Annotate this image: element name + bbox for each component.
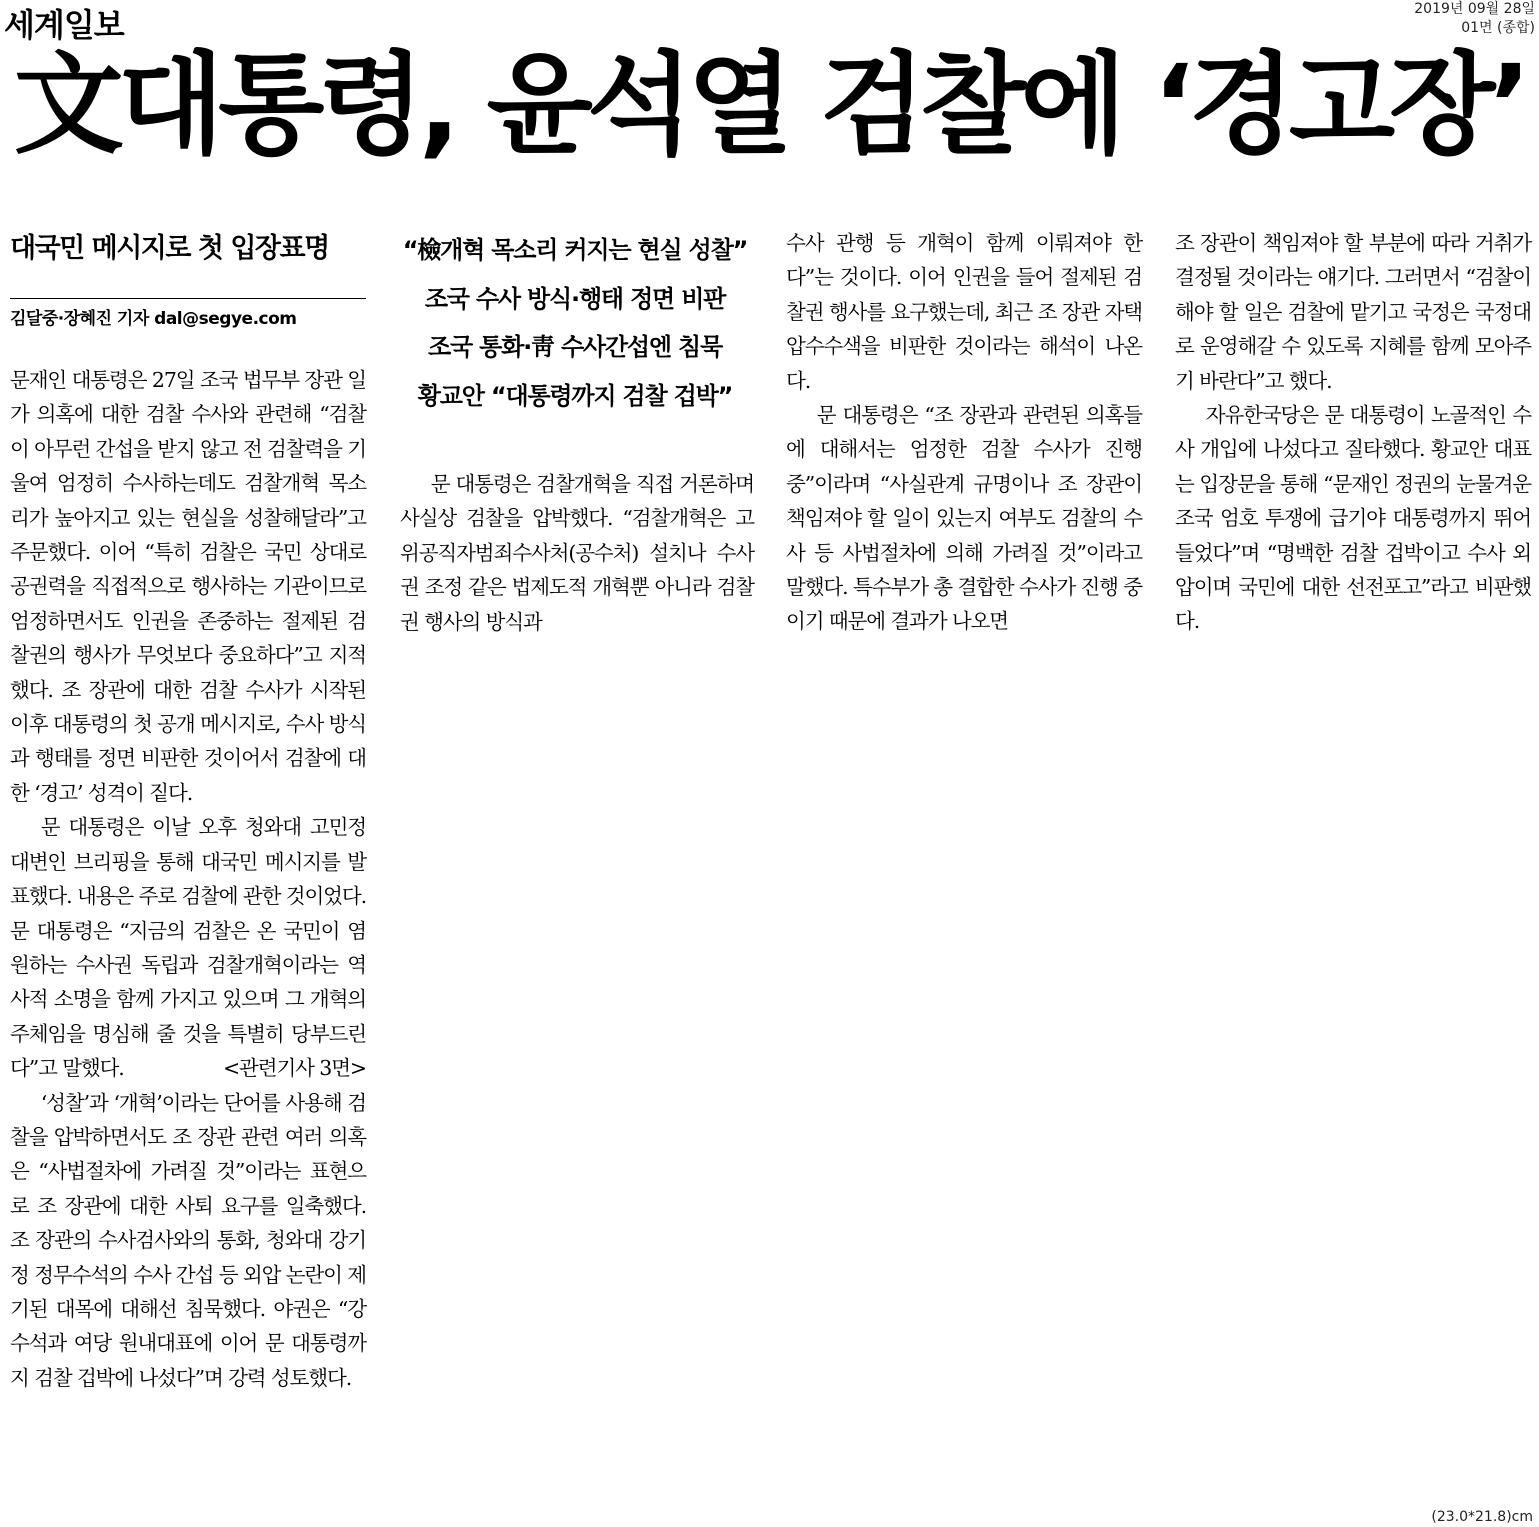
paragraph: 문 대통령은 “조 장관과 관련된 의혹들에 대해서는 엄정한 검찰 수사가 진행 중”이라며 “사실관계 규명이나 조 장관이 책임져야 할 일이 있는지 여부도 검찰의 수사 등 사법절차에 의해 가려질 것”이라고 말했다. 특수부가 총 결합한 수사가 진행 중이기 때문에 결과가 나오면	[786, 403, 1142, 634]
paragraph	[10, 810, 366, 1085]
paragraph: 문재인 대통령은 27일 조국 법무부 장관 일가 의혹에 대한 검찰 수사와 관련해 “검찰이 아무런 간섭을 받지 않고 전 검찰력을 기울여 엄정히 수사하는데도 검찰개혁 목소리가 높아지고 있는 현실을 성찰해달라”고 주문했다. 이어 “특히 검찰은 국민 상대로 공권력을 직접적으로 행사하는 기관이므로 엄정하면서도 인권을 존중하는 절제된 검찰권의 행사가 무엇보다 중요하다”고 지적했다. 조 장관에 대한 검찰 수사가 시작된 이후 대통령의 첫 공개 메시지로, 수사 방식과 행태를 정면 비판한 것이어서 검찰에 대한 ‘경고’ 성격이 짙다.	[10, 368, 366, 805]
headline: 文대통령, 윤석열 검찰에 ‘경고장’	[13, 41, 1526, 169]
article-column-4	[1175, 226, 1531, 639]
masthead-logo: 세계일보	[4, 6, 124, 44]
article-column-1	[10, 363, 366, 1395]
subhead: 황교안 “대통령까지 검찰 겁박”	[417, 381, 733, 410]
paragraph: 수사 관행 등 개혁이 함께 이뤄져야 한다”는 것이다. 이어 인권을 들어 절제된 검찰권 행사를 요구했는데, 최근 조 장관 자택 압수수색을 비판한 것이라는 해석이 나온다.	[786, 231, 1142, 393]
page-number: 01면 (종합)	[1461, 20, 1535, 36]
subhead: 조국 수사 방식·행태 정면 비판	[424, 284, 726, 313]
paragraph-text: 문 대통령은 이날 오후 청와대 고민정 대변인 브리핑을 통해 대국민 메시지를 발표했다. 내용은 주로 검찰에 관한 것이었다. 문 대통령은 “지금의 검찰은 온 국민이 염원하는 수사권 독립과 검찰개혁이라는 역사적 소명을 함께 가지고 있으며 그 개혁의 주체임을 명심해 줄 것을 특별히 당부드린다”고 말했다.	[10, 815, 366, 1081]
subheads-block	[392, 226, 758, 420]
subhead-left: 대국민 메시지로 첫 입장표명	[10, 233, 329, 264]
byline: 김달중·장혜진 기자 dal@segye.com	[10, 309, 297, 329]
byline-divider	[10, 298, 366, 299]
dateline	[1414, 0, 1535, 38]
related-article-note: <관련기사 3면>	[222, 1056, 366, 1081]
article-column-3	[786, 226, 1142, 639]
article-column-2	[400, 467, 754, 639]
subhead: 조국 통화·靑 수사간섭엔 침묵	[427, 333, 722, 361]
paragraph: 문 대통령은 검찰개혁을 직접 거론하며 사실상 검찰을 압박했다. “검찰개혁은 고위공직자범죄수사처(공수처) 설치나 수사권 조정 같은 법제도적 개혁뿐 아니라 검찰권 행사의 방식과	[400, 472, 754, 634]
paragraph: 조 장관이 책임져야 할 부분에 따라 거취가 결정될 것이라는 얘기다. 그러면서 “검찰이 해야 할 일은 검찰에 맡기고 국정은 국정대로 운영해갈 수 있도록 지혜를 함께 모아주기 바란다”고 했다.	[1175, 231, 1531, 393]
paragraph: ‘성찰’과 ‘개혁’이라는 단어를 사용해 검찰을 압박하면서도 조 장관 관련 여러 의혹은 “사법절차에 가려질 것”이라는 표현으로 조 장관에 대한 사퇴 요구를 일축했다. 조 장관의 수사검사와의 통화, 청와대 강기정 정무수석의 수사 간섭 등 외압 논란이 제기된 대목에 대해선 침묵했다. 야권은 “강 수석과 여당 원내대표에 이어 문 대통령까지 검찰 겁박에 나섰다”며 강력 성토했다.	[10, 1090, 366, 1390]
article-size-note: (23.0*21.8)cm	[1431, 1509, 1533, 1525]
subhead: “檢개혁 목소리 커지는 현실 성찰”	[402, 236, 748, 264]
paragraph: 자유한국당은 문 대통령이 노골적인 수사 개입에 나섰다고 질타했다. 황교안 대표는 입장문을 통해 “문재인 정권의 눈물겨운 조국 엄호 투쟁에 급기야 대통령까지 뛰어들었다”며 “명백한 검찰 겁박이고 수사 외압이며 국민에 대한 선전포고”라고 비판했다.	[1175, 403, 1531, 634]
publication-date: 2019년 09월 28일	[1414, 1, 1535, 17]
